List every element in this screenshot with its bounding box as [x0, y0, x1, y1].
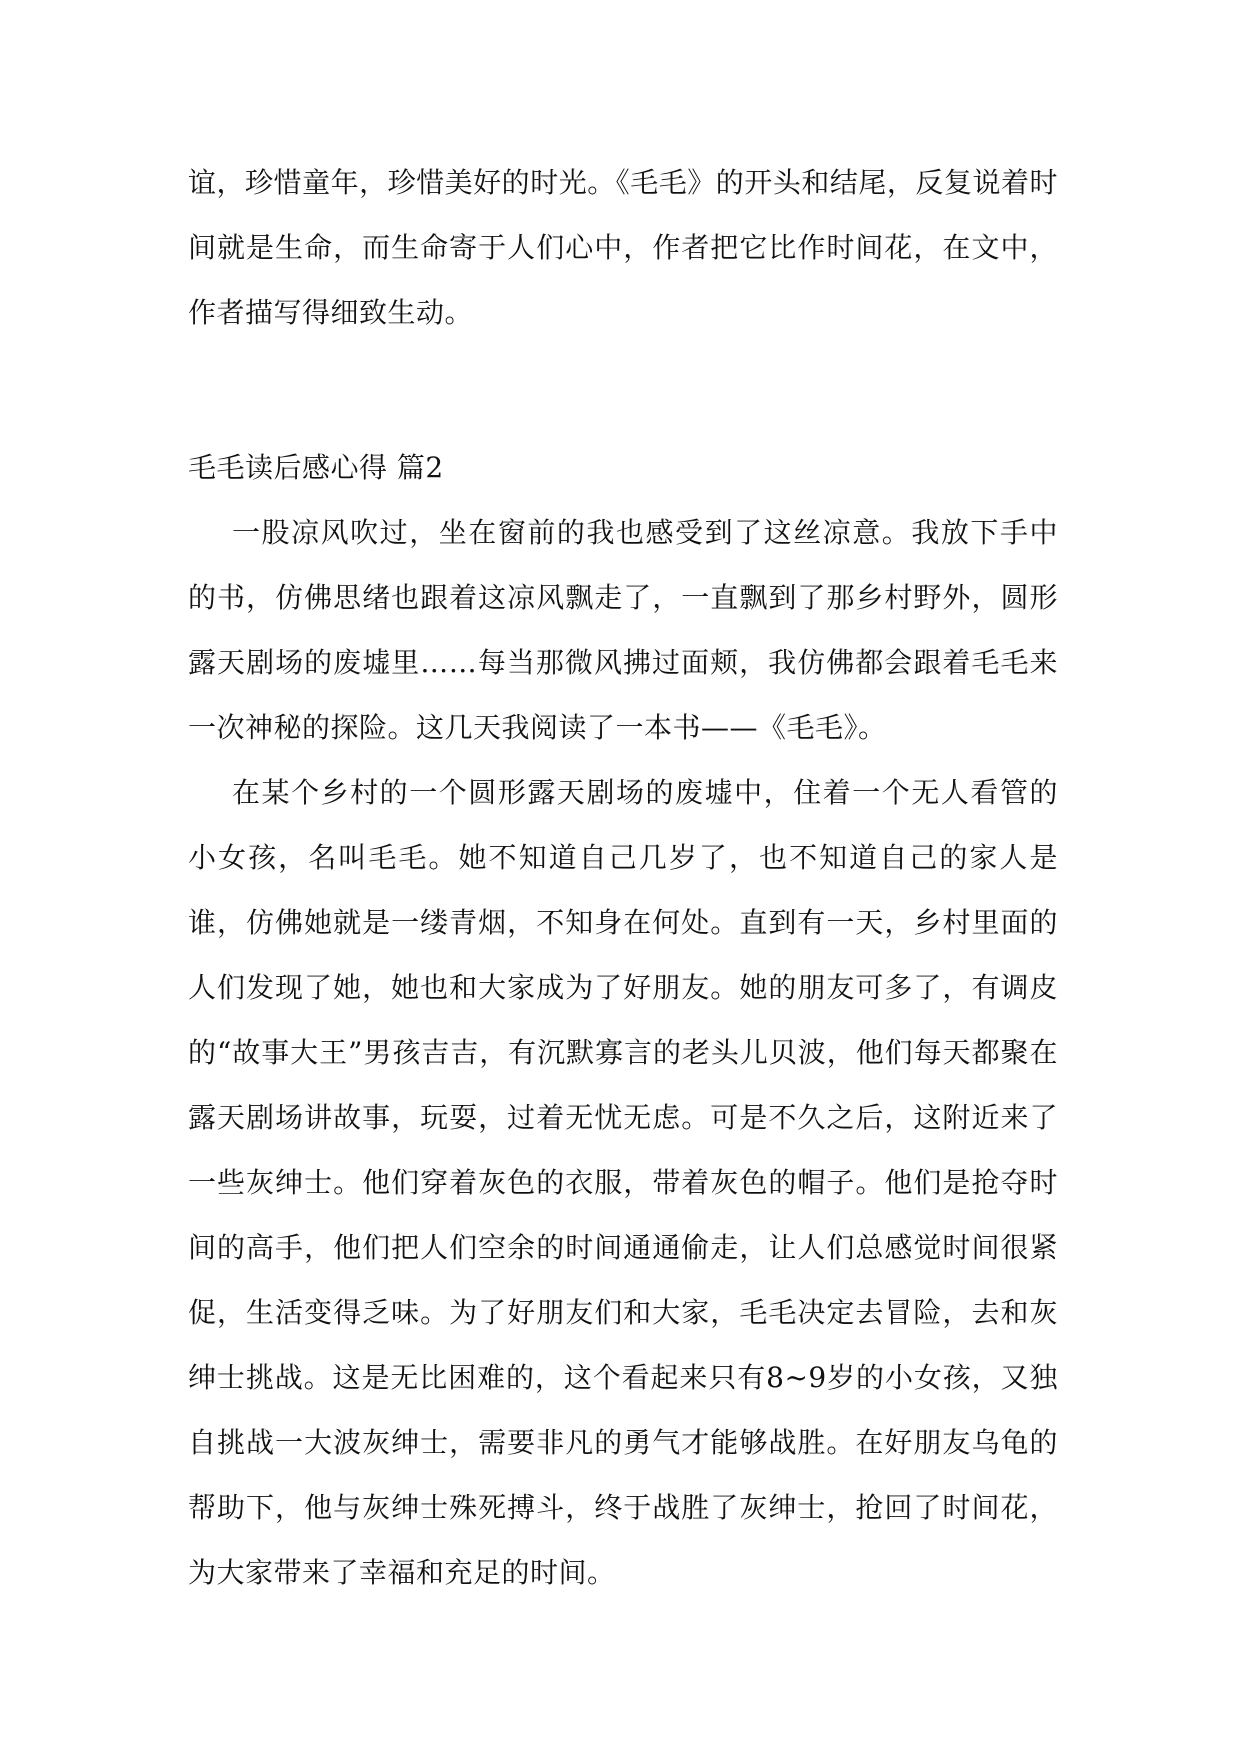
continued-paragraph: 谊，珍惜童年，珍惜美好的时光。《毛毛》的开头和结尾，反复说着时间就是生命，而生命寄于人们心中，作者把它比作时间花，在文中，作者描写得细致生动。 [188, 166, 1058, 329]
paragraph-1: 一股凉风吹过，坐在窗前的我也感受到了这丝凉意。我放下手中的书，仿佛思绪也跟着这凉风飘走了，一直飘到了那乡村野外，圆形露天剧场的废墟里……每当那微风拂过面颊，我仿佛都会跟着毛毛来一次神秘的探险。这几天我阅读了一本书——《毛毛》。 [188, 516, 1058, 744]
document-body [188, 150, 1058, 1605]
paragraph-2: 在某个乡村的一个圆形露天剧场的废墟中，住着一个无人看管的小女孩，名叫毛毛。她不知道自己几岁了，也不知道自己的家人是谁，仿佛她就是一缕青烟，不知身在何处。直到有一天，乡村里面的人们发现了她，她也和大家成为了好朋友。她的朋友可多了，有调皮的“故事大王”男孩吉吉，有沉默寡言的老头儿贝波，他们每天都聚在露天剧场讲故事，玩耍，过着无忧无虑。可是不久之后，这附近来了一些灰绅士。他们穿着灰色的衣服，带着灰色的帽子。他们是抢夺时间的高手，他们把人们空余的时间通通偷走，让人们总感觉时间很紧促，生活变得乏味。为了好朋友们和大家，毛毛决定去冒险，去和灰绅士挑战。这是无比困难的，这个看起来只有8~9岁的小女孩，又独自挑战一大波灰绅士，需要非凡的勇气才能够战胜。在好朋友乌龟的帮助下，他与灰绅士殊死搏斗，终于战胜了灰绅士，抢回了时间花，为大家带来了幸福和充足的时间。 [188, 776, 1058, 1589]
section-title: 毛毛读后感心得 篇2 [188, 451, 444, 484]
